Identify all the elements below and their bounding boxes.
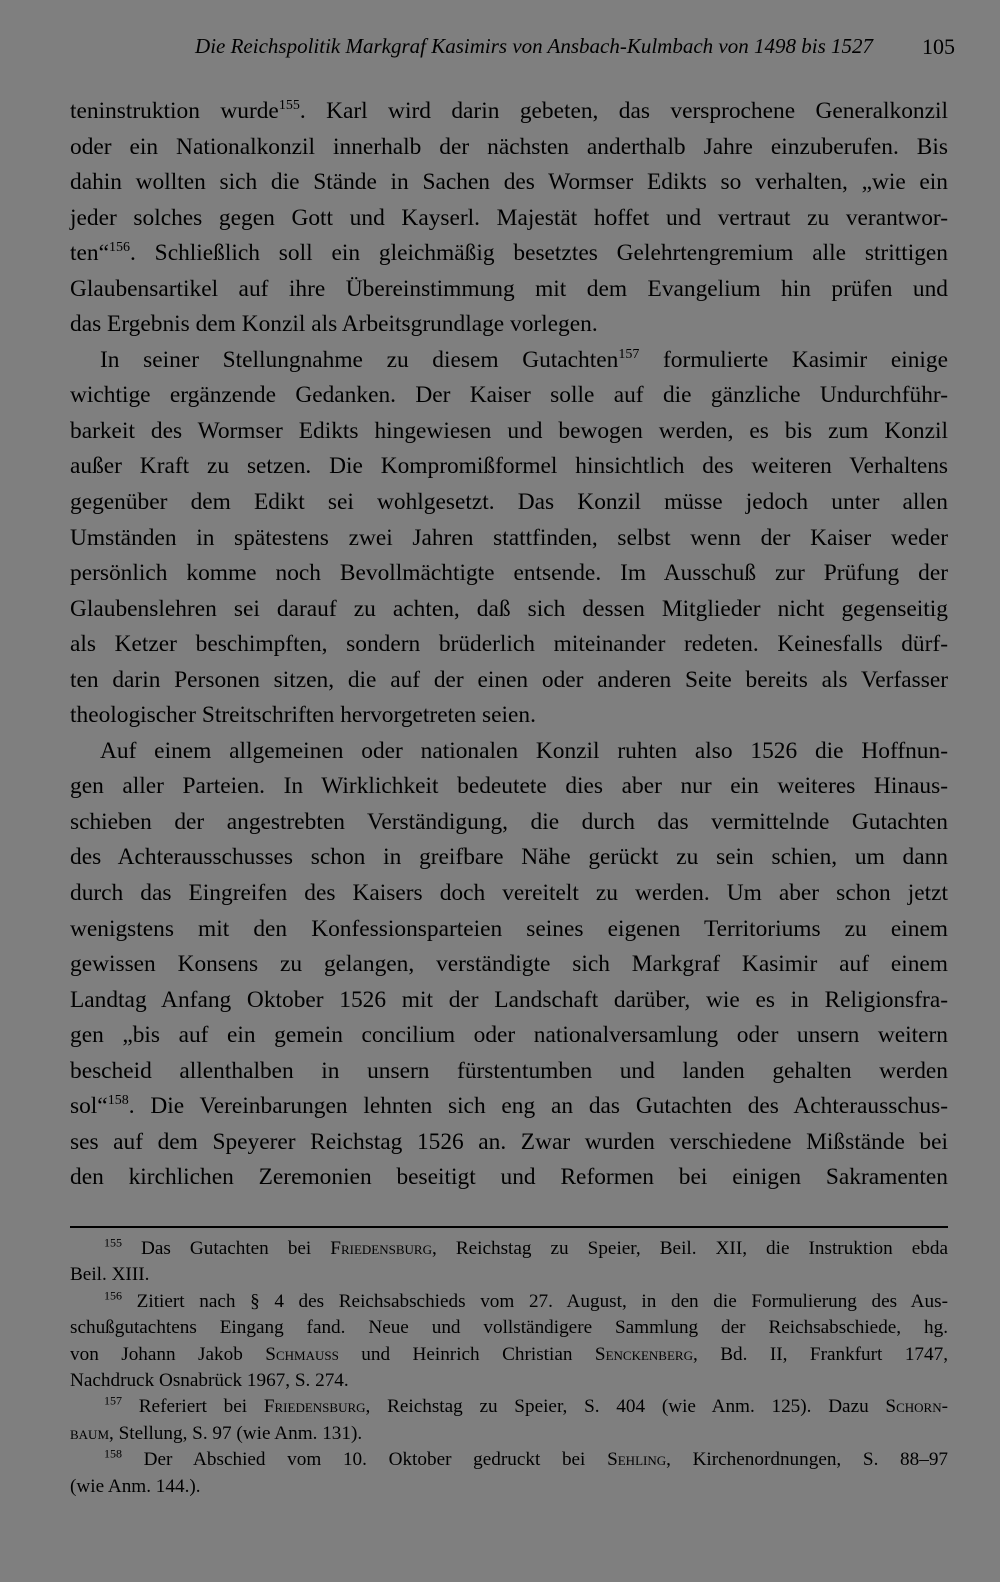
text-line: des Achterausschusses schon in greifbare Nähe gerückt zu sein schien, um dann	[70, 844, 948, 871]
text-line: ten darin Personen sitzen, die auf der einen oder anderen Seite bereits als Verfasser	[70, 666, 948, 693]
running-title: Die Reichspolitik Markgraf Kasimirs von Ansbach-Kulmbach von 1498 bis 1527	[195, 34, 873, 58]
footnote-ref: 155	[278, 98, 300, 114]
footnote-separator	[70, 1226, 948, 1228]
text-line: In seiner Stellungnahme zu diesem Gutachten$^{157}$ formulierte Kasimir einige	[100, 346, 948, 373]
footnote-line: (wie Anm. 144.).	[70, 1475, 201, 1497]
text-line: den kirchlichen Zeremonien beseitigt und Reformen bei einigen Sakramenten	[70, 1164, 948, 1191]
footnote-156: $^{156}$ Zitiert nach § 4 des Reichsabschieds vom 27. August, in den die Formulierung des Aus-	[104, 1288, 948, 1312]
text-line: ses auf dem Speyerer Reichstag 1526 an. Zwar wurden verschiedene Mißstände bei	[70, 1128, 948, 1155]
body-text	[70, 94, 948, 1196]
text-line: persönlich komme noch Bevollmächtigte entsende. Im Ausschuß zur Prüfung der	[70, 560, 948, 587]
text-line: theologischer Streitschriften hervorgetreten seien.	[70, 702, 536, 729]
text-line: teninstruktion wurde$^{155}$. Karl wird darin gebeten, das versprochene Generalkonzil	[70, 98, 948, 124]
footnote-line: Nachdruck Osnabrück 1967, S. 274.	[70, 1369, 349, 1391]
footnote-155: $^{155}$ Das Gutachten bei Friedensburg, Reichstag zu Speier, Beil. XII, die Instruktion ebda	[104, 1235, 948, 1259]
text-line: barkeit des Wormser Edikts hingewiesen und bewogen werden, es bis zum Konzil	[70, 417, 948, 444]
text-line: bescheid allenthalben in unsern fürstentumben und landen gehalten werden	[70, 1057, 948, 1084]
text-line: sol“$^{158}$. Die Vereinbarungen lehnten sich eng an das Gutachten des Achterausschus-	[70, 1093, 948, 1120]
footnote-158: $^{158}$ Der Abschied vom 10. Oktober gedruckt bei Sehling, Kirchenordnungen, S. 88–97	[104, 1446, 949, 1471]
footnotes	[70, 1236, 948, 1500]
footnote-157: $^{157}$ Referiert bei Friedensburg, Reichstag zu Speier, S. 404 (wie Anm. 125). Dazu Schorn-	[104, 1393, 948, 1418]
footnote-number: 157	[104, 1393, 122, 1408]
footnote-ref: 158	[107, 1093, 129, 1109]
text-line: Umständen in spätestens zwei Jahren stattfinden, selbst wenn der Kaiser weder	[70, 524, 948, 551]
text-line: gewissen Konsens zu gelangen, verständigte sich Markgraf Kasimir auf einem	[70, 951, 948, 978]
text-line: durch das Eingreifen des Kaisers doch vereitelt zu werden. Um aber schon jetzt	[70, 880, 948, 907]
footnote-line: von Johann Jakob Schmauss und Heinrich Christian Senckenberg, Bd. II, Frankfurt 1747,	[70, 1343, 949, 1365]
text-line: gen „bis auf ein gemein concilium oder nationalversamlung oder unsern weitern	[70, 1022, 948, 1049]
text-line: Glaubenslehren sei darauf zu achten, daß sich dessen Mitglieder nicht gegenseitig	[70, 595, 948, 622]
text-line: ten“$^{156}$. Schließlich soll ein gleichmäßig besetztes Gelehrtengremium alle strittigen	[70, 240, 948, 267]
footnote-ref: 157	[618, 347, 640, 363]
text-line: wenigstens mit den Konfessionsparteien seines eigenen Territoriums zu einem	[70, 915, 948, 942]
text-line: Auf einem allgemeinen oder nationalen Konzil ruhten also 1526 die Hoffnun-	[100, 737, 948, 764]
text-line: oder ein Nationalkonzil innerhalb der nächsten anderthalb Jahre einzuberufen. Bis	[70, 133, 948, 160]
text-line: Glaubensartikel auf ihre Übereinstimmung mit dem Evangelium hin prüfen und	[70, 275, 948, 302]
footnote-line: schußgutachtens Eingang fand. Neue und vollständigere Sammlung der Reichsabschiede, hg.	[70, 1317, 948, 1339]
text-line: schieben der angestrebten Verständigung, die durch das vermittelnde Gutachten	[70, 808, 948, 835]
text-line: das Ergebnis dem Konzil als Arbeitsgrundlage vorlegen.	[70, 311, 598, 338]
text-line: dahin wollten sich die Stände in Sachen des Wormser Edikts so verhalten, „wie ein	[70, 169, 948, 196]
text-line: wichtige ergänzende Gedanken. Der Kaiser solle auf die gänzliche Undurchführ-	[70, 382, 948, 409]
text-line: gegenüber dem Edikt sei wohlgesetzt. Das Konzil müsse jedoch unter allen	[70, 489, 948, 516]
footnote-number: 158	[104, 1446, 122, 1461]
text-line: Landtag Anfang Oktober 1526 mit der Landschaft darüber, wie es in Religionsfra-	[70, 986, 948, 1013]
footnote-number: 155	[104, 1235, 122, 1250]
footnote-number: 156	[104, 1288, 122, 1303]
text-line: jeder solches gegen Gott und Kayserl. Majestät hoffet und vertraut zu verantwor-	[70, 204, 948, 231]
footnote-ref: 156	[108, 240, 130, 256]
text-line: gen aller Parteien. In Wirklichkeit bedeutete dies aber nur ein weiteres Hinaus-	[70, 773, 948, 800]
running-header	[70, 30, 955, 64]
text-line: als Ketzer beschimpften, sondern brüderlich miteinander redeten. Keinesfalls dürf-	[70, 631, 948, 658]
page-number: 105	[922, 34, 955, 59]
footnote-line: baum, Stellung, S. 97 (wie Anm. 131).	[70, 1422, 363, 1444]
footnote-line: Beil. XIII.	[70, 1264, 150, 1286]
text-line: außer Kraft zu setzen. Die Kompromißformel hinsichtlich des weiteren Verhaltens	[70, 453, 948, 480]
